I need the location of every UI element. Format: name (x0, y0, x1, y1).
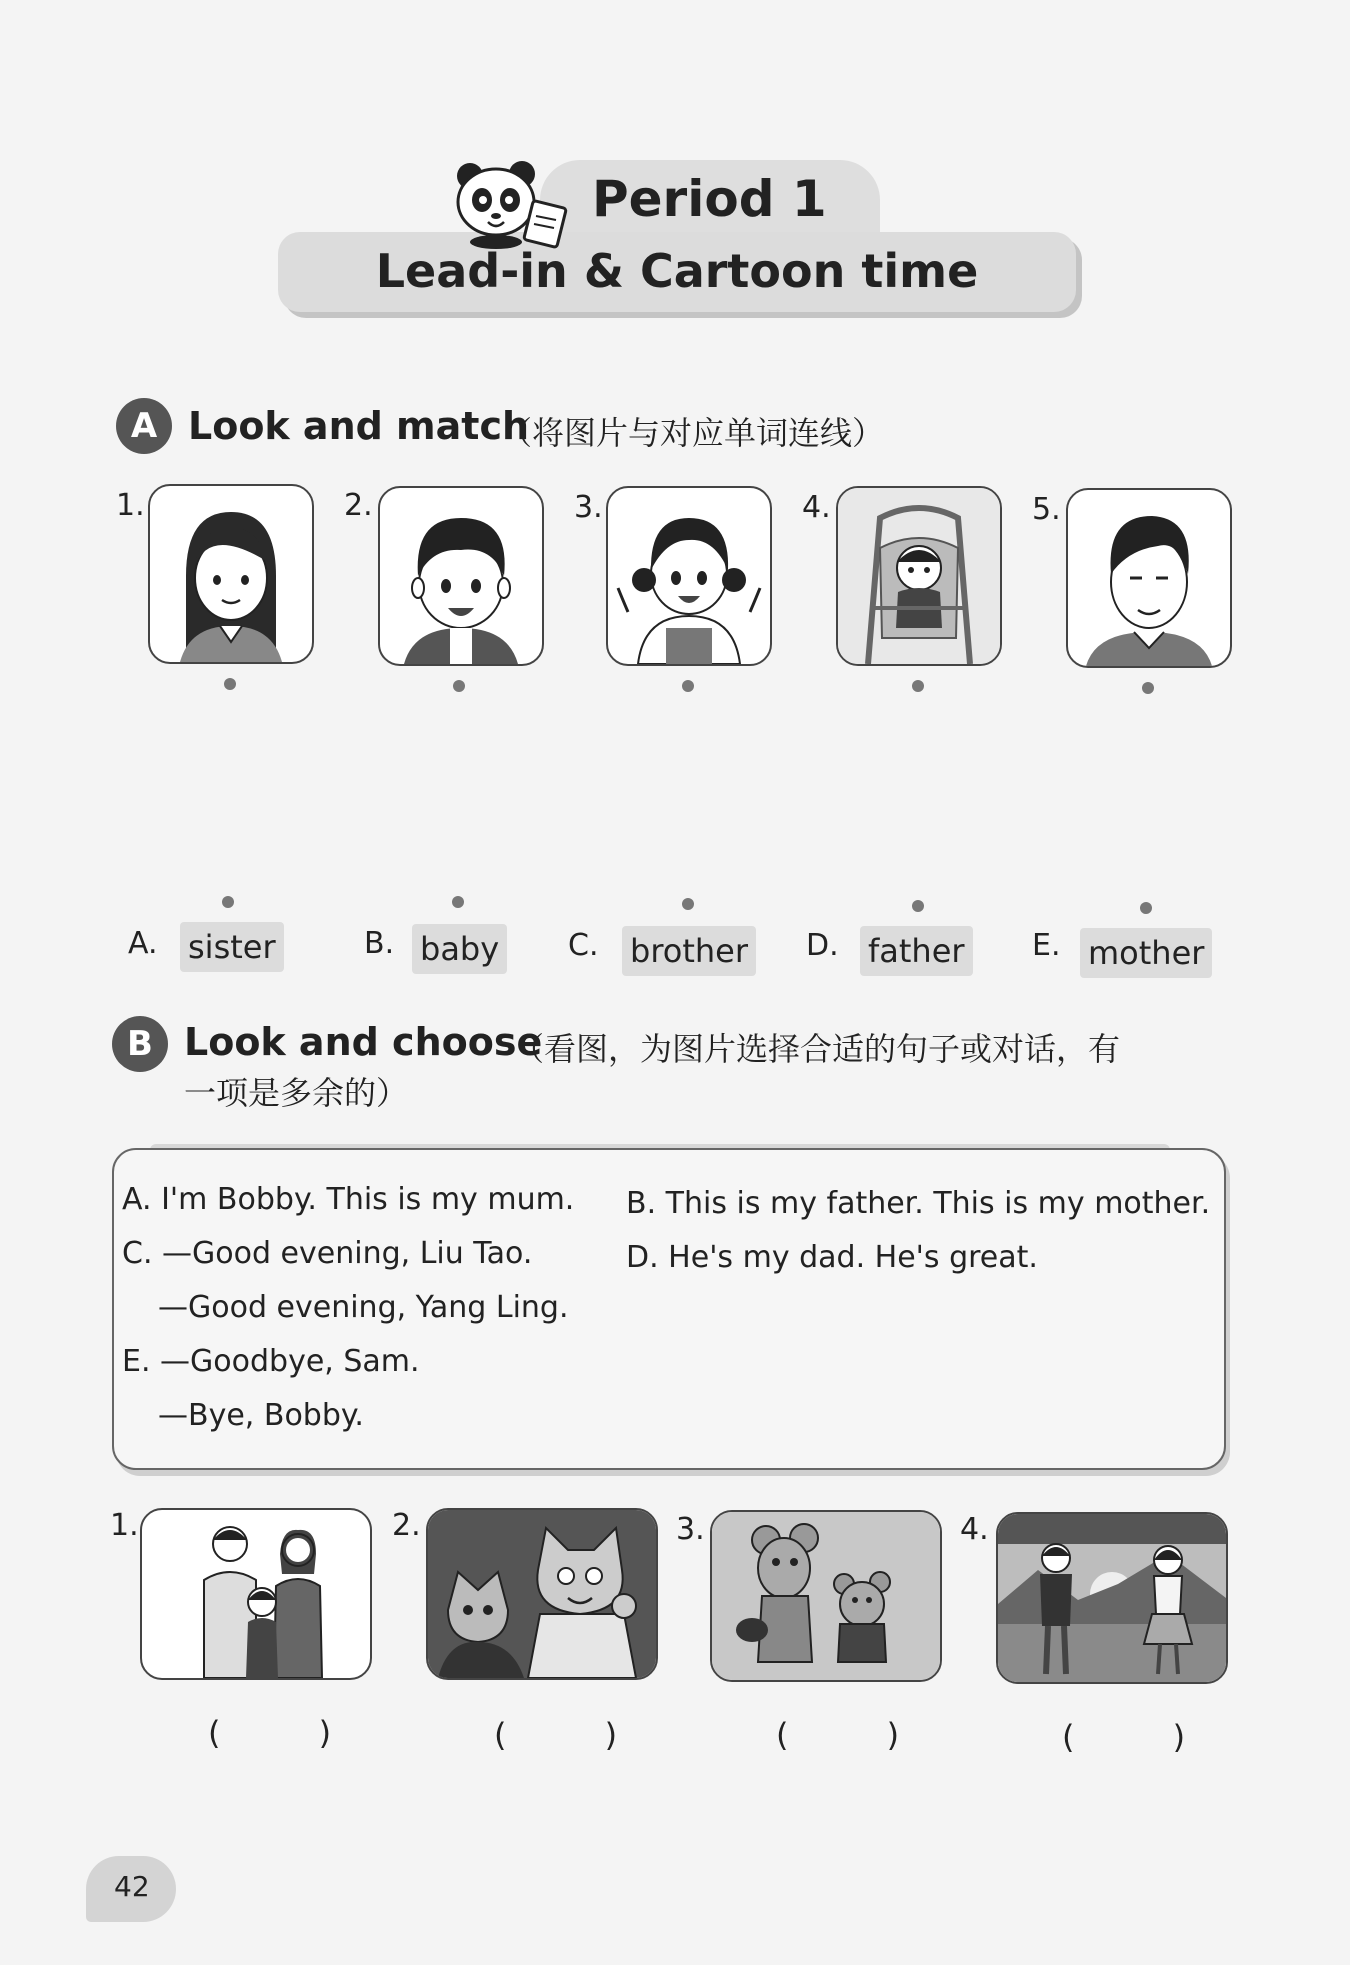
section-b-title: Look and choose (184, 1020, 543, 1064)
period-title: Period 1 (592, 170, 827, 228)
panda-mascot-icon (452, 158, 572, 250)
boy-icon (380, 488, 542, 664)
choice-e-line2: —Bye, Bobby. (158, 1398, 364, 1433)
choice-a: A. I'm Bobby. This is my mum. (122, 1182, 575, 1217)
picture-frame (710, 1510, 942, 1682)
word-letter: A. (128, 926, 158, 961)
picture-frame (996, 1512, 1228, 1684)
section-a-title: Look and match (188, 404, 530, 448)
girl-long-hair-icon (150, 486, 312, 662)
section-b-badge: B (112, 1016, 168, 1072)
two-mice-icon (712, 1512, 940, 1680)
word-mother: mother (1080, 928, 1212, 978)
children-sunset-icon (998, 1514, 1226, 1682)
match-dot[interactable] (224, 678, 236, 690)
word-father: father (860, 926, 973, 976)
choice-c-line1: C. —Good evening, Liu Tao. (122, 1236, 533, 1271)
word-brother: brother (622, 926, 756, 976)
man-icon (1068, 490, 1230, 666)
picture-number: 3. (574, 490, 603, 525)
picture-frame (148, 484, 314, 664)
match-dot[interactable] (1142, 682, 1154, 694)
picture-frame (606, 486, 772, 666)
page-number: 42 (114, 1870, 150, 1903)
match-dot[interactable] (222, 896, 234, 908)
word-letter: B. (364, 926, 395, 961)
picture-frame (426, 1508, 658, 1680)
choice-d: D. He's my dad. He's great. (626, 1240, 1038, 1275)
lesson-title: Lead-in & Cartoon time (375, 244, 979, 298)
picture-number: 1. (116, 488, 145, 523)
picture-number: 2. (344, 488, 373, 523)
section-b-hint-continued: 一项是多余的） (184, 1074, 409, 1112)
picture-number: 1. (110, 1508, 139, 1543)
picture-number: 4. (960, 1512, 989, 1547)
word-letter: C. (568, 928, 599, 963)
two-cats-icon (428, 1510, 656, 1678)
answer-blank[interactable]: ( ) (208, 1714, 376, 1752)
word-letter: D. (806, 928, 839, 963)
answer-blank[interactable]: ( ) (1062, 1718, 1230, 1756)
picture-number: 5. (1032, 492, 1061, 527)
word-baby: baby (412, 924, 507, 974)
baby-stroller-icon (838, 488, 1000, 664)
match-dot[interactable] (453, 680, 465, 692)
girl-pigtails-icon (608, 488, 770, 664)
family-icon (142, 1510, 370, 1678)
match-dot[interactable] (452, 896, 464, 908)
picture-number: 2. (392, 1508, 421, 1543)
choice-e-line1: E. —Goodbye, Sam. (122, 1344, 420, 1379)
picture-frame (378, 486, 544, 666)
section-a-hint: （将图片与对应单词连线） (500, 414, 885, 452)
picture-number: 4. (802, 490, 831, 525)
match-dot[interactable] (1140, 902, 1152, 914)
match-dot[interactable] (912, 900, 924, 912)
word-letter: E. (1032, 928, 1061, 963)
section-b-hint: （看图，为图片选择合适的句子或对话，有 (512, 1030, 1121, 1068)
picture-frame (1066, 488, 1232, 668)
answer-blank[interactable]: ( ) (776, 1716, 944, 1754)
word-sister: sister (180, 922, 284, 972)
picture-frame (140, 1508, 372, 1680)
section-a-badge: A (116, 398, 172, 454)
match-dot[interactable] (682, 898, 694, 910)
answer-blank[interactable]: ( ) (494, 1716, 662, 1754)
picture-frame (836, 486, 1002, 666)
choice-c-line2: —Good evening, Yang Ling. (158, 1290, 569, 1325)
match-dot[interactable] (682, 680, 694, 692)
picture-number: 3. (676, 1512, 705, 1547)
match-dot[interactable] (912, 680, 924, 692)
choice-b: B. This is my father. This is my mother. (626, 1186, 1211, 1221)
